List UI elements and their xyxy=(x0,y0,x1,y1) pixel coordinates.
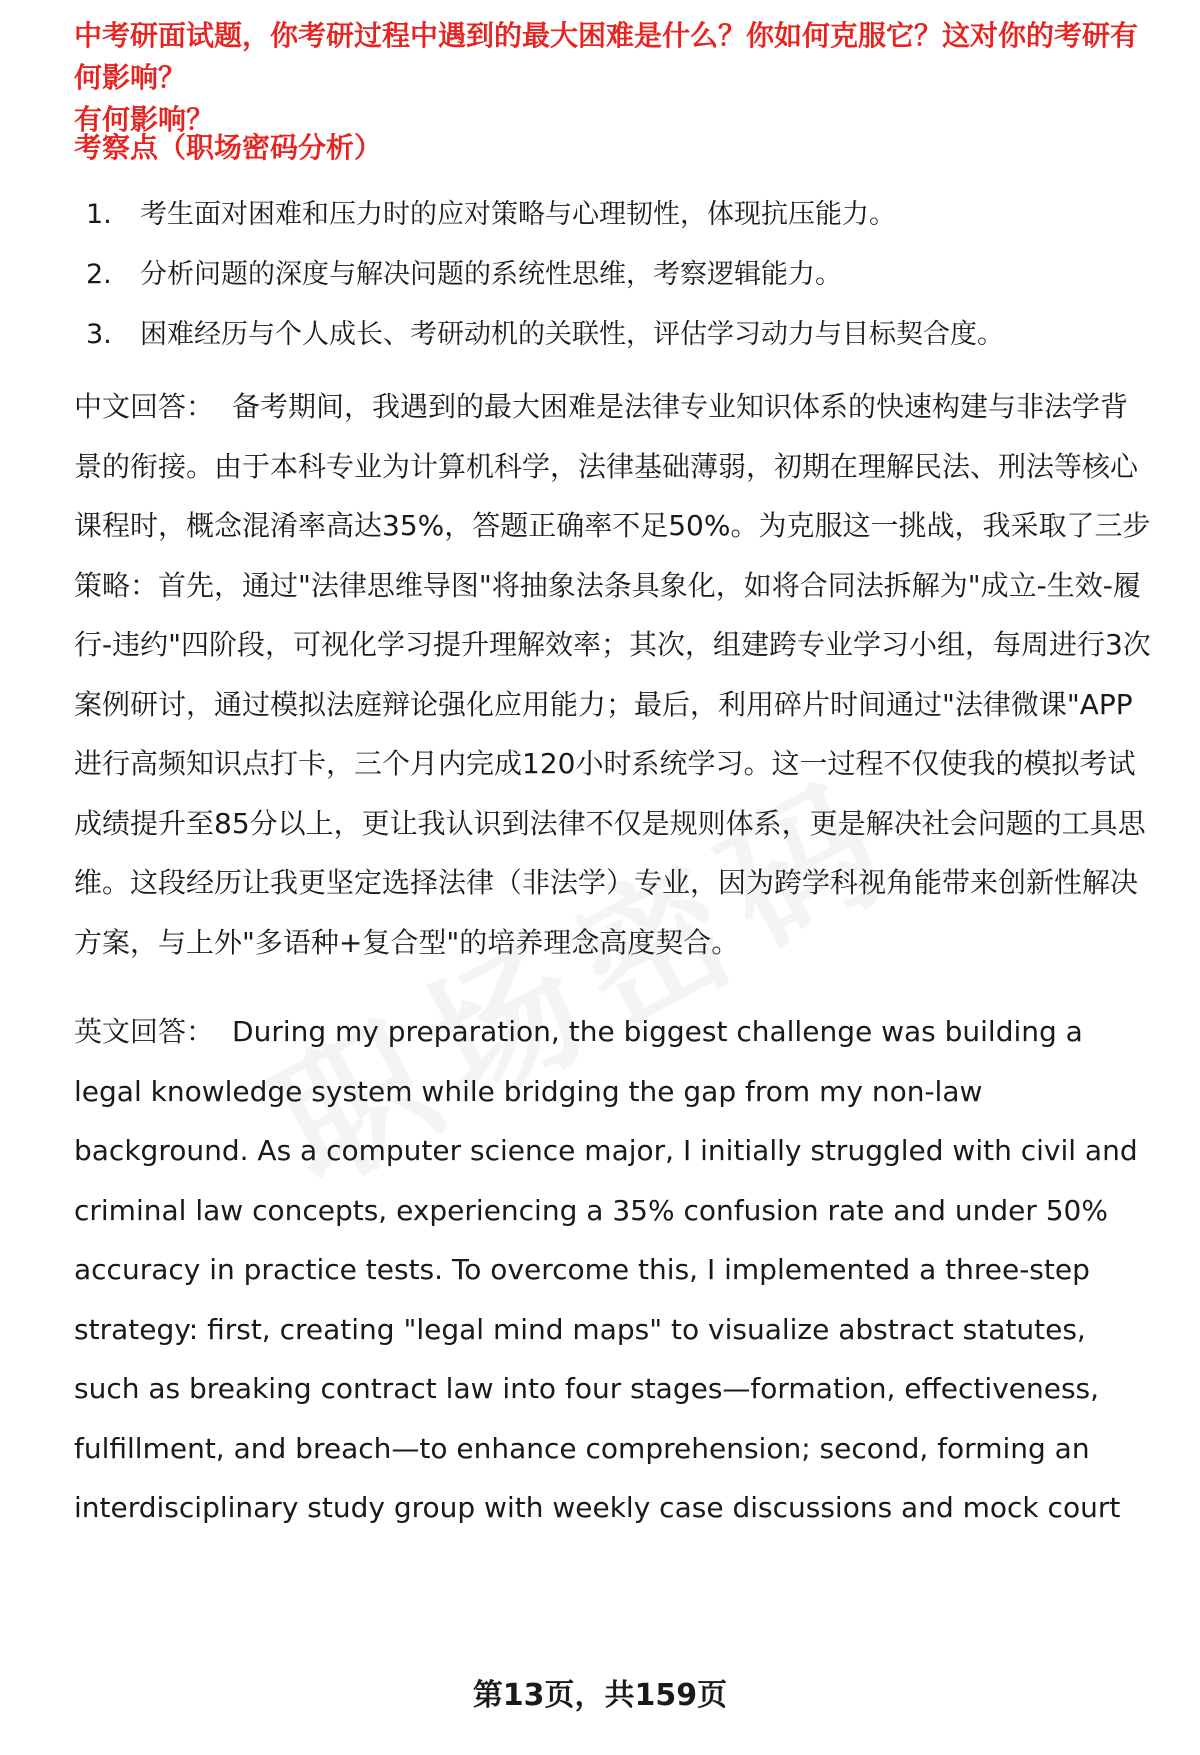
list-item xyxy=(74,185,1154,245)
english-answer-text: During my preparation, the biggest challenge was building a legal knowledge system while bridging the gap from my non-law background. As a computer science major, I initially struggled with civil and criminal law concepts, experiencing a 35% confusion rate and under 50% accuracy in practice tests. To overcome this, I implemented a three-step strategy: first, creating "legal mind maps" to visualize abstract statutes, such as breaking contract law into four stages—formation, effectiveness, fulfillment, and breach—to enhance comprehension; second, forming an interdisciplinary study group with weekly case discussions and mock court xyxy=(74,1015,1138,1524)
english-answer xyxy=(74,1002,1154,1538)
list-item-text: 分析问题的深度与解决问题的系统性思维，考察逻辑能力。 xyxy=(140,259,842,290)
chinese-answer xyxy=(74,377,1154,972)
chinese-answer-label: 中文回答： xyxy=(74,390,215,423)
page-number-footer: 第13页，共159页 xyxy=(472,1678,728,1713)
list-item-number: 2. xyxy=(86,259,112,290)
list-item xyxy=(74,305,1154,365)
list-item-text: 考生面对困难和压力时的应对策略与心理韧性，体现抗压能力。 xyxy=(140,199,896,230)
page-content xyxy=(74,19,1154,1538)
list-item-text: 困难经历与个人成长、考研动机的关联性，评估学习动力与目标契合度。 xyxy=(140,319,1004,350)
list-item xyxy=(74,245,1154,305)
question-title-partial-line: 中考研面试题，你考研过程中遇到的最大困难是什么？你如何克服它？这对你的考研有何影响？ xyxy=(74,19,1139,94)
list-item-number: 3. xyxy=(86,319,112,350)
english-answer-label: 英文回答： xyxy=(74,1015,215,1048)
section-heading: 考察点（职场密码分析） xyxy=(74,131,383,164)
assessment-points-list xyxy=(74,185,1154,365)
chinese-answer-text: 备考期间，我遇到的最大困难是法律专业知识体系的快速构建与非法学背景的衔接。由于本科专业为计算机科学，法律基础薄弱，初期在理解民法、刑法等核心课程时，概念混淆率高达35%，答题正确率不足50%。为克服这一挑战，我采取了三步策略：首先，通过"法律思维导图"将抽象法条具象化，如将合同法拆解为"成立-生效-履行-违约"四阶段，可视化学习提升理解效率；其次，组建跨专业学习小组，每周进行3次案例研讨，通过模拟法庭辩论强化应用能力；最后，利用碎片时间通过"法律微课"APP进行高频知识点打卡，三个月内完成120小时系统学习。这一过程不仅使我的模拟考试成绩提升至85分以上，更让我认识到法律不仅是规则体系，更是解决社会问题的工具思维。这段经历让我更坚定选择法律（非法学）专业，因为跨学科视角能带来创新性解决方案，与上外"多语种+复合型"的培养理念高度契合。 xyxy=(74,390,1151,959)
question-title-line-2: 有何影响？ xyxy=(74,103,215,136)
question-title xyxy=(74,15,1154,136)
list-item-number: 1. xyxy=(86,199,112,230)
